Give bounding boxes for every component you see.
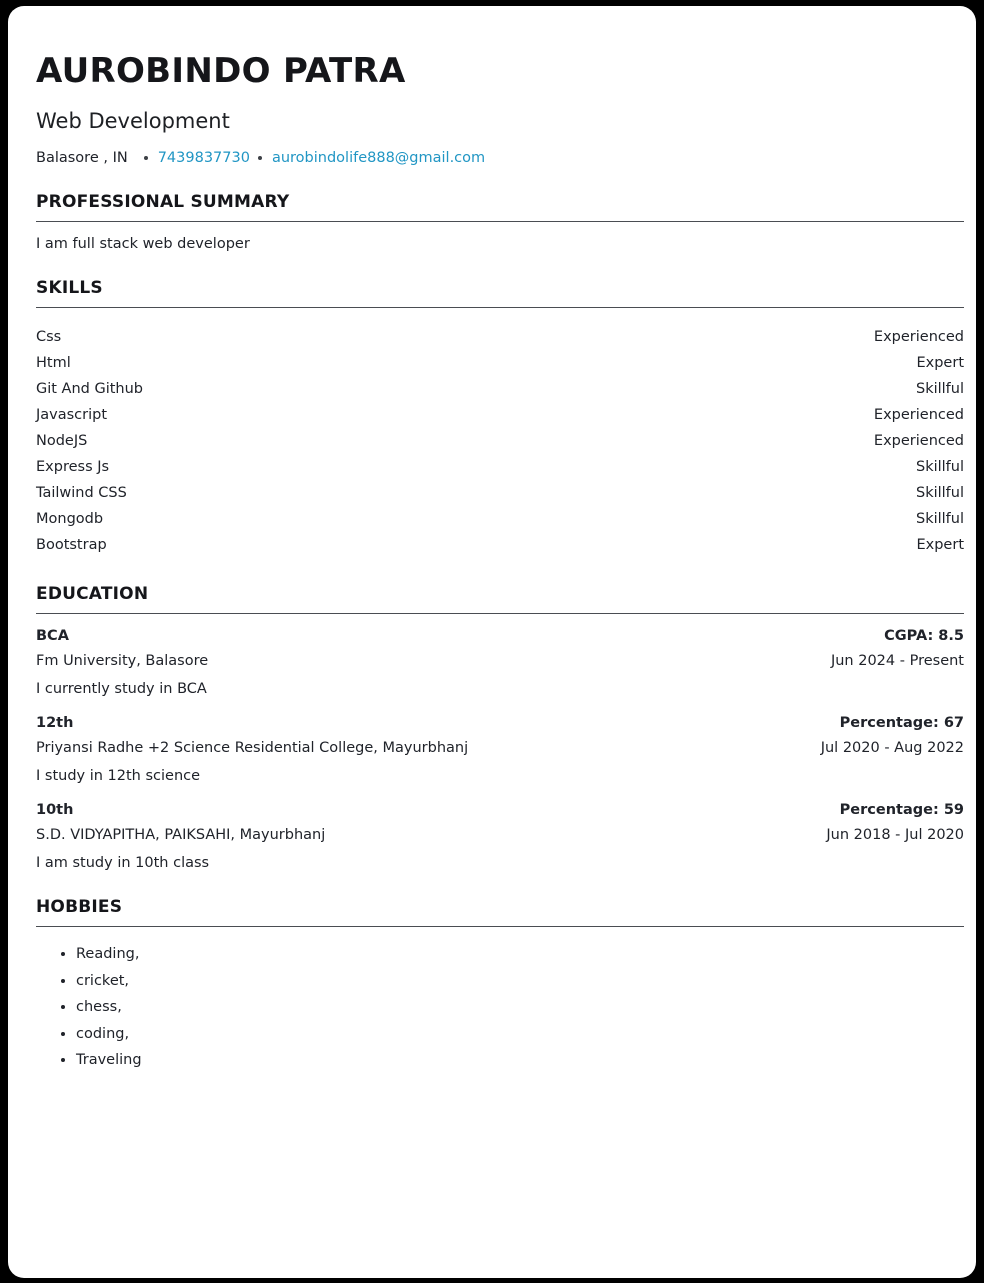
hobbies-list [36, 941, 964, 1073]
resume-page [8, 6, 976, 1278]
contact-location: Balasore , IN [36, 150, 128, 167]
contact-phone-link[interactable]: 7439837730 [157, 150, 250, 167]
skill-name: Javascript [36, 407, 108, 424]
education-detail-row [36, 740, 964, 756]
skill-name: Css [36, 329, 62, 346]
education-dates: Jul 2020 - Aug 2022 [820, 740, 964, 757]
skill-level: Skillful [915, 511, 964, 528]
job-role: Web Development [36, 109, 230, 134]
section-title-summary: PROFESSIONAL SUMMARY [36, 192, 290, 213]
list-item [36, 480, 964, 506]
skill-name: Git And Github [36, 381, 144, 398]
education-institution: Priyansi Radhe +2 Science Residential College, Mayurbhanj [36, 740, 469, 757]
skill-name: NodeJS [36, 433, 88, 450]
skill-name: Html [36, 355, 71, 372]
skill-level: Experienced [873, 329, 964, 346]
section-title-skills: SKILLS [36, 278, 103, 299]
list-item [36, 506, 964, 532]
list-item: • Reading, [76, 941, 964, 967]
section-title-education: EDUCATION [36, 584, 149, 605]
contact-info [36, 150, 964, 166]
list-item [36, 532, 964, 558]
list-item: • Traveling [76, 1047, 964, 1073]
section-divider [36, 221, 964, 222]
education-dates: Jun 2024 - Present [830, 653, 964, 670]
bullet-separator-icon [144, 156, 148, 160]
skills-list [36, 324, 964, 558]
education-institution: Fm University, Balasore [36, 653, 209, 670]
education-description: I am study in 10th class [36, 855, 210, 872]
section-title-hobbies: HOBBIES [36, 897, 123, 918]
education-heading-row [36, 802, 964, 818]
education-description: I study in 12th science [36, 768, 201, 785]
skill-level: Expert [916, 537, 964, 554]
skill-level: Experienced [873, 407, 964, 424]
summary-text: I am full stack web developer [36, 236, 250, 253]
education-entry [36, 802, 964, 871]
page-title: AUROBINDO PATRA [36, 51, 406, 91]
section-divider [36, 926, 964, 927]
list-item [36, 428, 964, 454]
list-item: • cricket, [76, 968, 964, 994]
list-item [36, 324, 964, 350]
education-description: I currently study in BCA [36, 681, 207, 698]
education-heading-row [36, 715, 964, 731]
skill-level: Skillful [915, 485, 964, 502]
education-dates: Jun 2018 - Jul 2020 [826, 827, 964, 844]
education-entry [36, 715, 964, 784]
education-degree: BCA [36, 628, 69, 645]
education-score: CGPA: 8.5 [884, 628, 964, 645]
section-divider [36, 613, 964, 614]
contact-email-link[interactable]: aurobindolife888@gmail.com [271, 150, 486, 167]
skill-name: Mongodb [36, 511, 104, 528]
skill-level: Skillful [915, 459, 964, 476]
skill-name: Express Js [36, 459, 110, 476]
education-heading-row [36, 628, 964, 644]
list-item: • coding, [76, 1021, 964, 1047]
skill-level: Expert [916, 355, 964, 372]
list-item [36, 376, 964, 402]
skill-name: Bootstrap [36, 537, 107, 554]
education-institution: S.D. VIDYAPITHA, PAIKSAHI, Mayurbhanj [36, 827, 326, 844]
list-item [36, 350, 964, 376]
list-item: • chess, [76, 994, 964, 1020]
bullet-separator-icon [258, 156, 262, 160]
resume-content [36, 52, 964, 1074]
education-score: Percentage: 67 [839, 715, 964, 732]
education-entry [36, 628, 964, 697]
education-detail-row [36, 653, 964, 669]
skill-level: Skillful [915, 381, 964, 398]
list-item [36, 402, 964, 428]
list-item [36, 454, 964, 480]
skill-level: Experienced [873, 433, 964, 450]
education-score: Percentage: 59 [839, 802, 964, 819]
skill-name: Tailwind CSS [36, 485, 127, 502]
section-divider [36, 307, 964, 308]
education-detail-row [36, 827, 964, 843]
education-degree: 12th [36, 715, 74, 732]
education-degree: 10th [36, 802, 74, 819]
